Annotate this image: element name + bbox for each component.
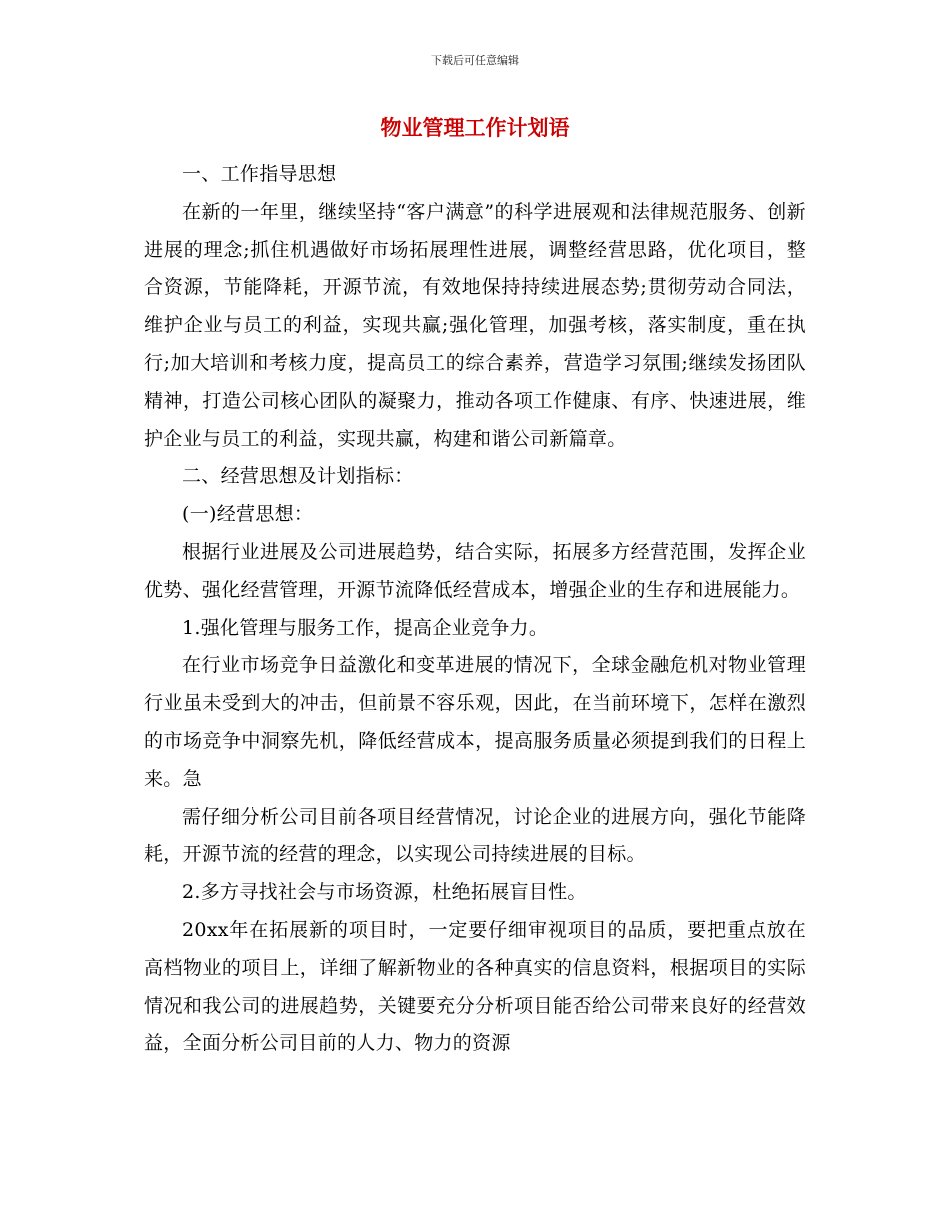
section-heading-business-ideas: 二、经营思想及计划指标： — [182, 465, 414, 488]
subsection-heading-business-thinking: (一)经营思想： — [182, 503, 314, 526]
page-header-note: 下载后可任意编辑 — [431, 54, 519, 67]
item-heading-strengthen-management: 1.强化管理与服务工作，提高企业竞争力。 — [182, 616, 549, 639]
paragraph-new-projects: 20xx年在拓展新的项目时，一定要仔细审视项目的品质，要把重点放在高档物业的项目上，详细了解新物业的各种真实的信息资料，根据项目的实际情况和我公司的进展趋势，关键要充分分析项目能否给公司带来良好的经营效益，全面分析公司目前的人力、物力的资源 — [144, 918, 806, 1055]
paragraph-market-competition: 在行业市场竞争日益激化和变革进展的情况下，全球金融危机对物业管理行业虽未受到大的冲击，但前景不容乐观，因此，在当前环境下，怎样在激烈的市场竞争中洞察先机，降低经营成本，提高服务质量必须提到我们的日程上来。急 — [144, 654, 806, 790]
item-heading-market-resources: 2.多方寻找社会与市场资源，杜绝拓展盲目性。 — [182, 881, 587, 904]
document-title: 物业管理工作计划语 — [380, 116, 570, 140]
paragraph-guiding-ideology: 在新的一年里，继续坚持“客户满意”的科学进展观和法律规范服务、创新进展的理念;抓住机遇做好市场拓展理性进展，调整经营思路，优化项目，整合资源，节能降耗，开源节流，有效地保持持续进展态势;贯彻劳动合同法，维护企业与员工的利益，实现共赢;强化管理，加强考核，落实制度，重在执行;加大培训和考核力度，提高员工的综合素养，营造学习氛围;继续发扬团队精神，打造公司核心团队的凝聚力，推动各项工作健康、有序、快速进展，维护企业与员工的利益，实现共赢，构建和谐公司新篇章。 — [144, 200, 806, 450]
paragraph-analysis: 需仔细分析公司目前各项目经营情况，讨论企业的进展方向，强化节能降耗，开源节流的经营的理念，以实现公司持续进展的目标。 — [144, 805, 806, 866]
section-heading-guiding-ideology: 一、工作指导思想 — [182, 163, 337, 185]
paragraph-business-thinking: 根据行业进展及公司进展趋势，结合实际，拓展多方经营范围，发挥企业优势、强化经营管理，开源节流降低经营成本，增强企业的生存和进展能力。 — [144, 540, 806, 601]
document-body — [144, 156, 806, 1063]
